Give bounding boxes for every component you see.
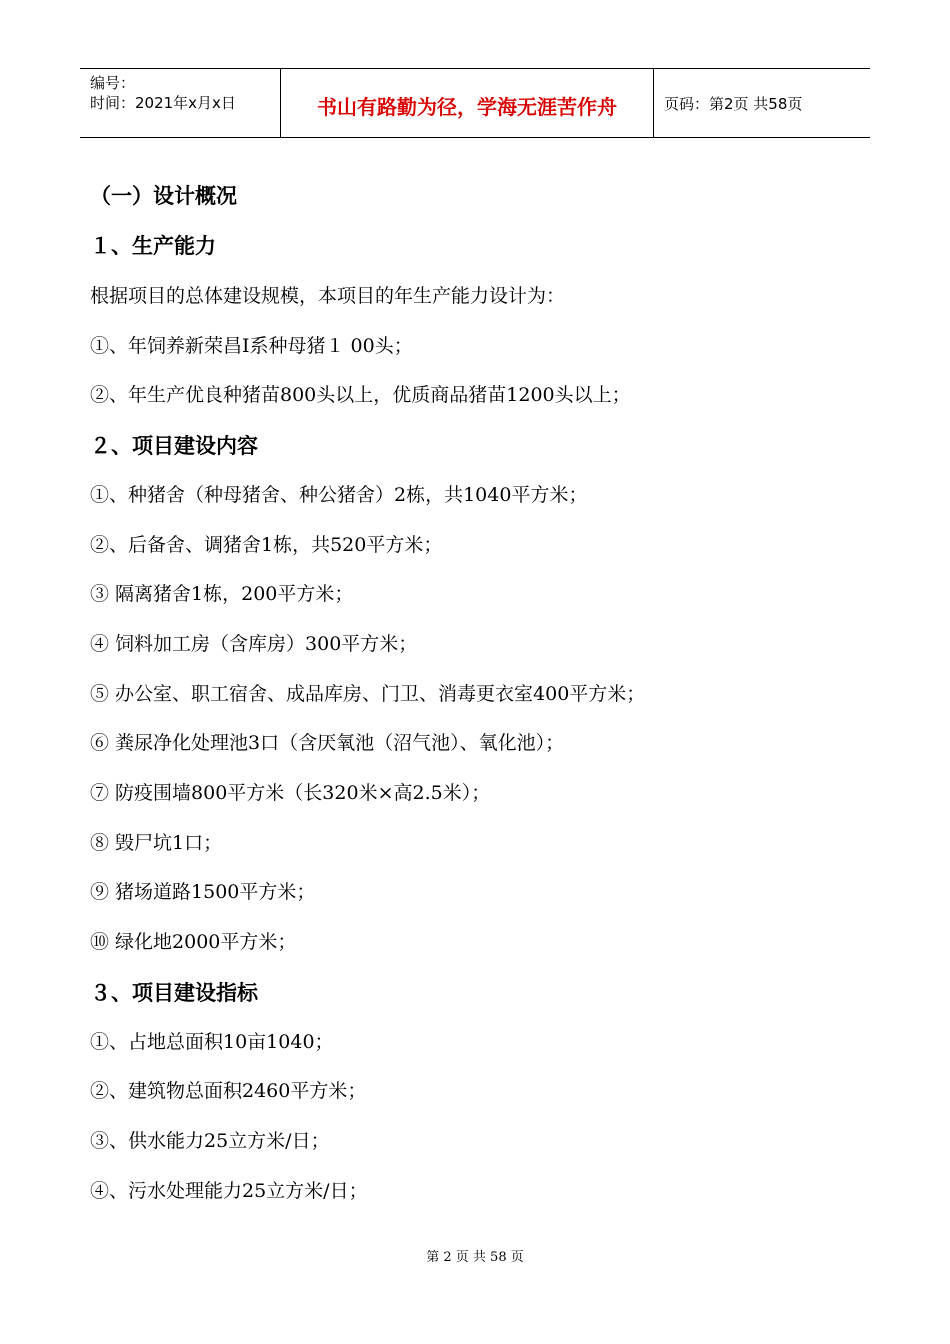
list-item: ⑤ 办公室、职工宿舍、成品库房、门卫、消毒更衣室400平方米； — [90, 683, 646, 705]
page-footer: 第 2 页 共 58 页 — [426, 1250, 524, 1265]
page-header — [80, 68, 870, 138]
paragraph-intro: 根据项目的总体建设规模，本项目的年生产能力设计为： — [90, 285, 566, 307]
list-item: ⑨ 猪场道路1500平方米； — [90, 881, 316, 903]
list-item: ④、污水处理能力25立方米/日； — [90, 1180, 368, 1202]
list-item: ③ 隔离猪舍1栋，200平方米； — [90, 583, 354, 605]
list-item: ⑩ 绿化地2000平方米； — [90, 931, 297, 953]
subsection-title-indicators: ３、项目建设指标 — [90, 981, 258, 1005]
subsection-title-capacity: １、生产能力 — [90, 234, 216, 258]
list-item: ②、建筑物总面积2460平方米； — [90, 1080, 367, 1102]
header-meta — [80, 69, 281, 137]
list-item: ③、供水能力25立方米/日； — [90, 1130, 330, 1152]
section-title: （一）设计概况 — [90, 184, 237, 208]
list-item: ②、年生产优良种猪苗800头以上，优质商品猪苗1200头以上； — [90, 384, 631, 406]
document-number: 编号： — [90, 74, 136, 92]
list-item: ②、后备舍、调猪舍1栋，共520平方米； — [90, 534, 443, 556]
header-motto: 书山有路勤为径，学海无涯苦作舟 — [281, 69, 654, 137]
header-page-info: 页码：第2页 共58页 — [664, 94, 803, 113]
list-item: ①、占地总面积10亩1040； — [90, 1031, 334, 1053]
list-item: ④ 饲料加工房（含库房）300平方米； — [90, 633, 418, 655]
document-date: 时间：2021年x月x日 — [90, 94, 236, 112]
subsection-title-content: ２、项目建设内容 — [90, 434, 258, 458]
list-item: ⑥ 粪尿净化处理池3口（含厌氧池（沼气池）、氧化池）； — [90, 732, 565, 754]
list-item: ⑦ 防疫围墙800平方米（长320米×高2.5米）； — [90, 782, 491, 804]
list-item: ①、种猪舍（种母猪舍、种公猪舍）2栋，共1040平方米； — [90, 484, 588, 506]
list-item: ⑧ 毁尸坑1口； — [90, 832, 223, 854]
list-item: ①、年饲养新荣昌Ⅰ系种母猪１ 00头； — [90, 335, 413, 357]
